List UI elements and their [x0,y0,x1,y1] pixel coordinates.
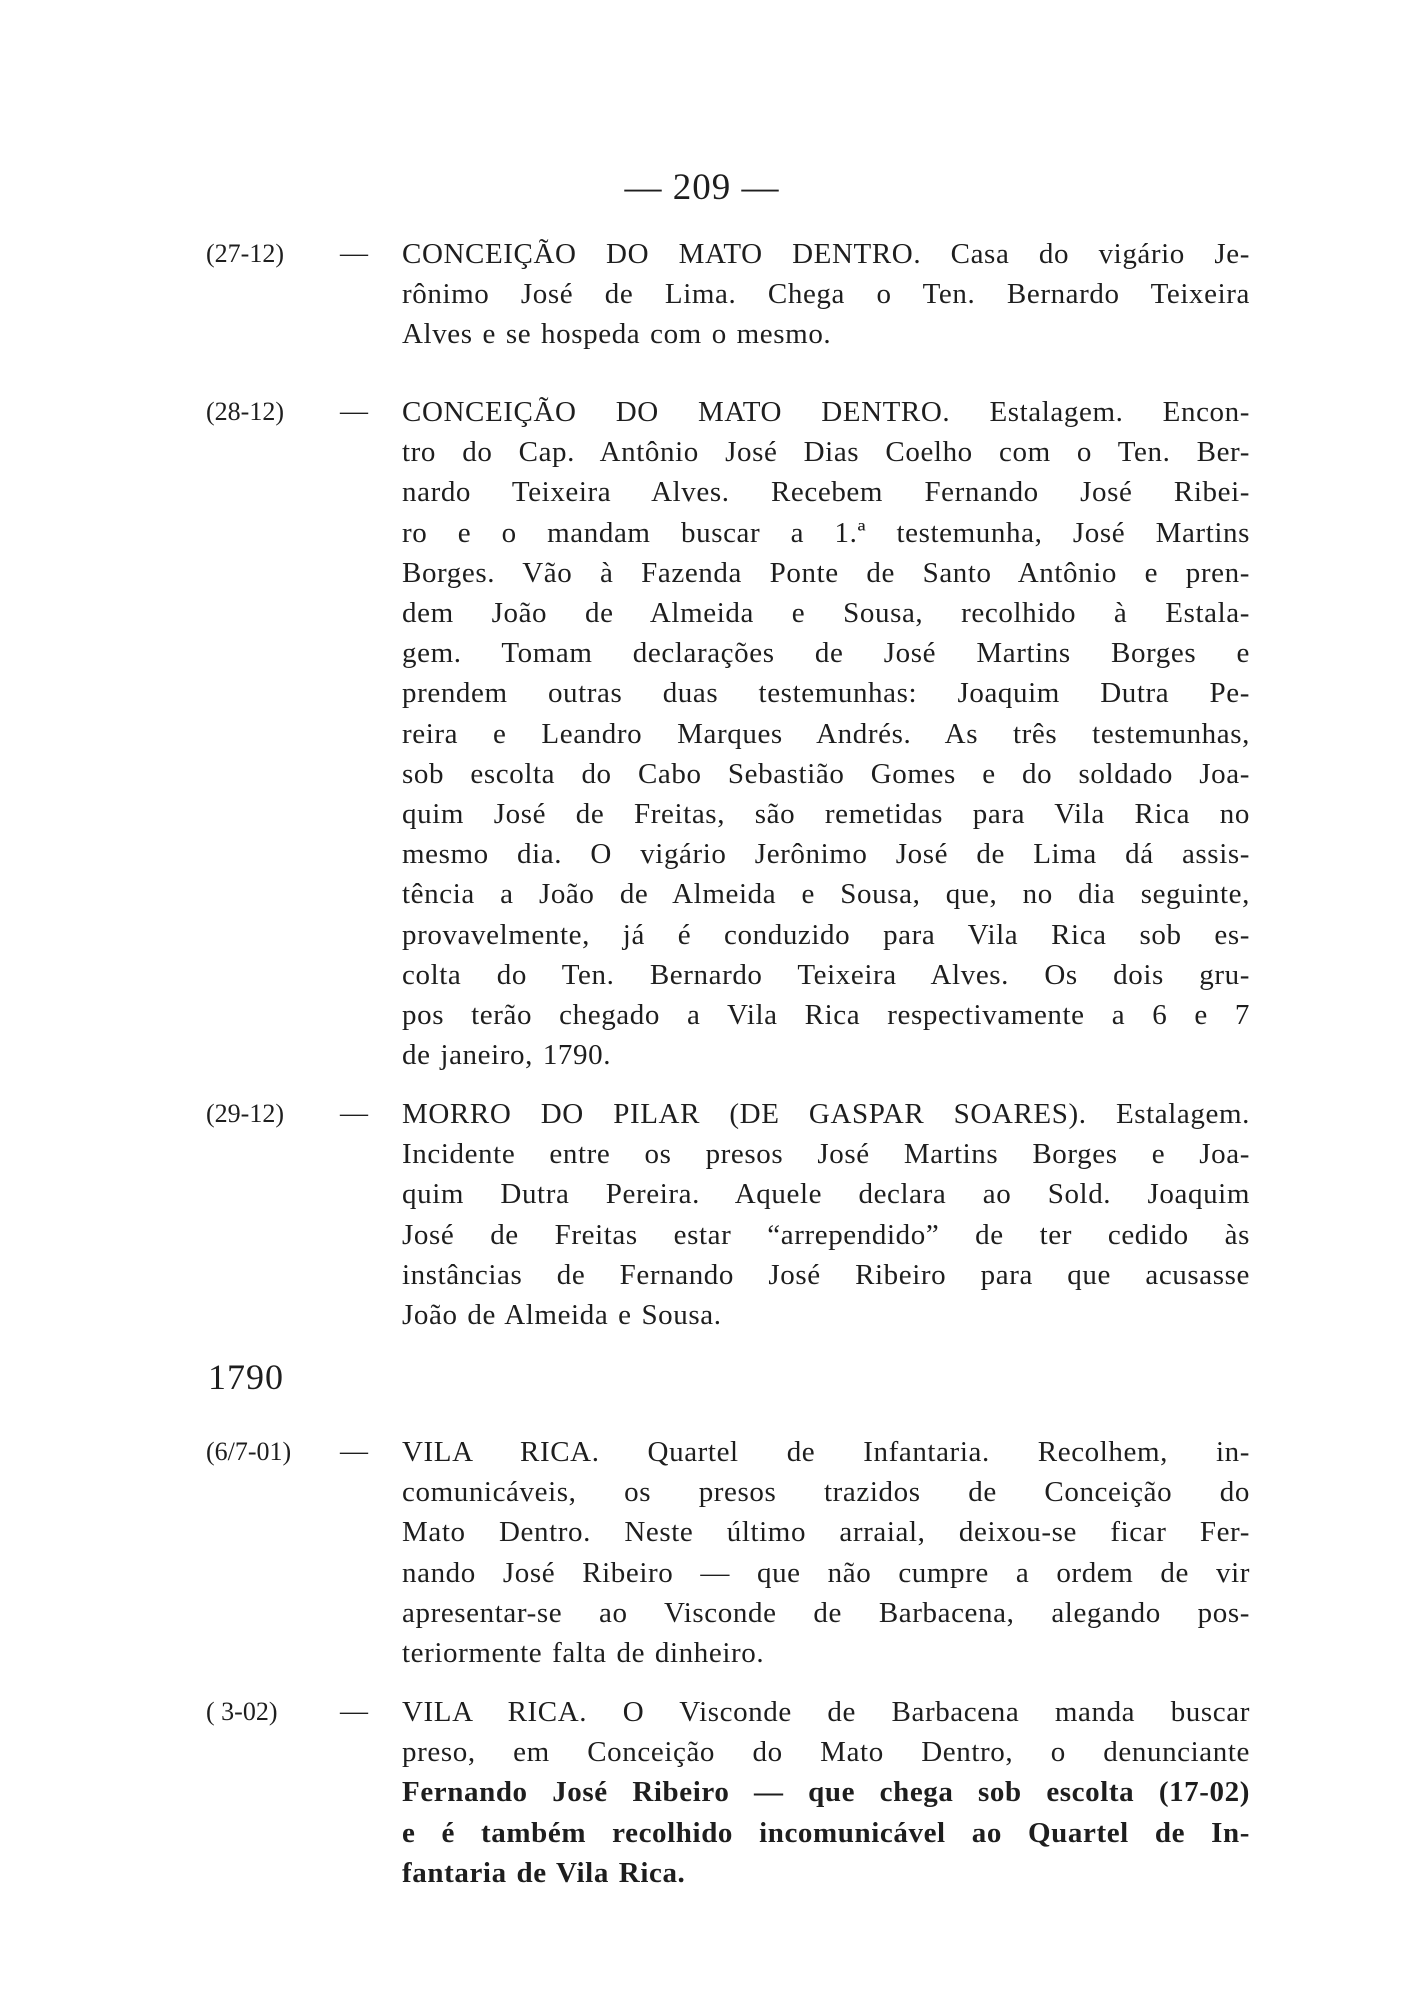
year-heading: 1790 [208,1357,284,1397]
text-line: Borges. Vão à Fazenda Ponte de Santo Antônio e pren- [402,556,1250,589]
text-line: VILA RICA. Quartel de Infantaria. Recolhem, in- [402,1436,1250,1468]
text-line: tro do Cap. Antônio José Dias Coelho com o Ten. Ber- [402,436,1250,469]
entry-text [402,392,1250,1075]
text-line: Incidente entre os presos José Martins Borges e Joa- [402,1138,1250,1171]
entry-text [402,1692,1250,1893]
entry-date: (29-12) [206,1099,284,1128]
text-line: Mato Dentro. Neste último arraial, deixou-se ficar Fer- [402,1516,1250,1549]
entry-dash: — [340,238,368,269]
text-line: José de Freitas estar “arrependido” de ter cedido às [402,1218,1250,1251]
text-line: João de Almeida e Sousa. [402,1299,722,1332]
entry-dash: — [340,1696,368,1727]
text-line: dem João de Almeida e Sousa, recolhido à Estala- [402,597,1250,630]
entry-date: (6/7-01) [206,1437,292,1466]
text-line: comunicáveis, os presos trazidos de Conceição do [402,1476,1250,1509]
text-line: quim Dutra Pereira. Aquele declara ao Sold. Joaquim [402,1178,1250,1211]
text-line: teriormente falta de dinheiro. [402,1637,765,1670]
text-line: ro e o mandam buscar a 1.ª testemunha, José Martins [402,516,1250,549]
text-line: CONCEIÇÃO DO MATO DENTRO. Estalagem. Encon- [402,396,1250,428]
text-line: fantaria de Vila Rica. [402,1856,686,1889]
text-line: tência a João de Almeida e Sousa, que, no dia seguinte, [402,878,1250,911]
entry-text [402,1094,1250,1335]
text-line: instâncias de Fernando José Ribeiro para que acusasse [402,1258,1250,1291]
entry-dash: — [340,1436,368,1467]
text-line: Alves e se hospeda com o mesmo. [402,318,832,351]
text-line: de janeiro, 1790. [402,1039,612,1072]
text-line: Fernando José Ribeiro — que chega sob escolta (17-02) [402,1776,1250,1809]
entry-date: (27-12) [206,239,284,268]
entry-text [402,234,1250,355]
text-line: provavelmente, já é conduzido para Vila Rica sob es- [402,918,1250,951]
entry-date: ( 3-02) [206,1697,278,1726]
text-line: MORRO DO PILAR (DE GASPAR SOARES). Estalagem. [402,1098,1250,1130]
text-line: quim José de Freitas, são remetidas para Vila Rica no [402,798,1250,831]
text-line: colta do Ten. Bernardo Teixeira Alves. Os dois gru- [402,958,1250,991]
entry-date: (28-12) [206,397,284,426]
text-line: VILA RICA. O Visconde de Barbacena manda buscar [402,1696,1250,1728]
text-line: gem. Tomam declarações de José Martins Borges e [402,637,1250,670]
text-line: prendem outras duas testemunhas: Joaquim Dutra Pe- [402,677,1250,710]
text-line: pos terão chegado a Vila Rica respectivamente a 6 e 7 [402,999,1250,1032]
entry-dash: — [340,396,368,427]
text-line: apresentar-se ao Visconde de Barbacena, alegando pos- [402,1596,1250,1629]
text-line: nardo Teixeira Alves. Recebem Fernando José Ribei- [402,476,1250,509]
entry-dash: — [340,1098,368,1129]
text-line: e é também recolhido incomunicável ao Quartel de In- [402,1816,1250,1849]
text-line: reira e Leandro Marques Andrés. As três testemunhas, [402,717,1250,750]
text-line: mesmo dia. O vigário Jerônimo José de Lima dá assis- [402,838,1250,871]
text-line: sob escolta do Cabo Sebastião Gomes e do soldado Joa- [402,757,1250,790]
text-line: rônimo José de Lima. Chega o Ten. Bernardo Teixeira [402,278,1250,311]
page-number: — 209 — [624,167,780,208]
text-line: nando José Ribeiro — que não cumpre a ordem de vir [402,1556,1250,1589]
text-line: CONCEIÇÃO DO MATO DENTRO. Casa do vigário Je- [402,238,1250,270]
text-line: preso, em Conceição do Mato Dentro, o denunciante [402,1736,1250,1769]
entry-text [402,1432,1250,1673]
